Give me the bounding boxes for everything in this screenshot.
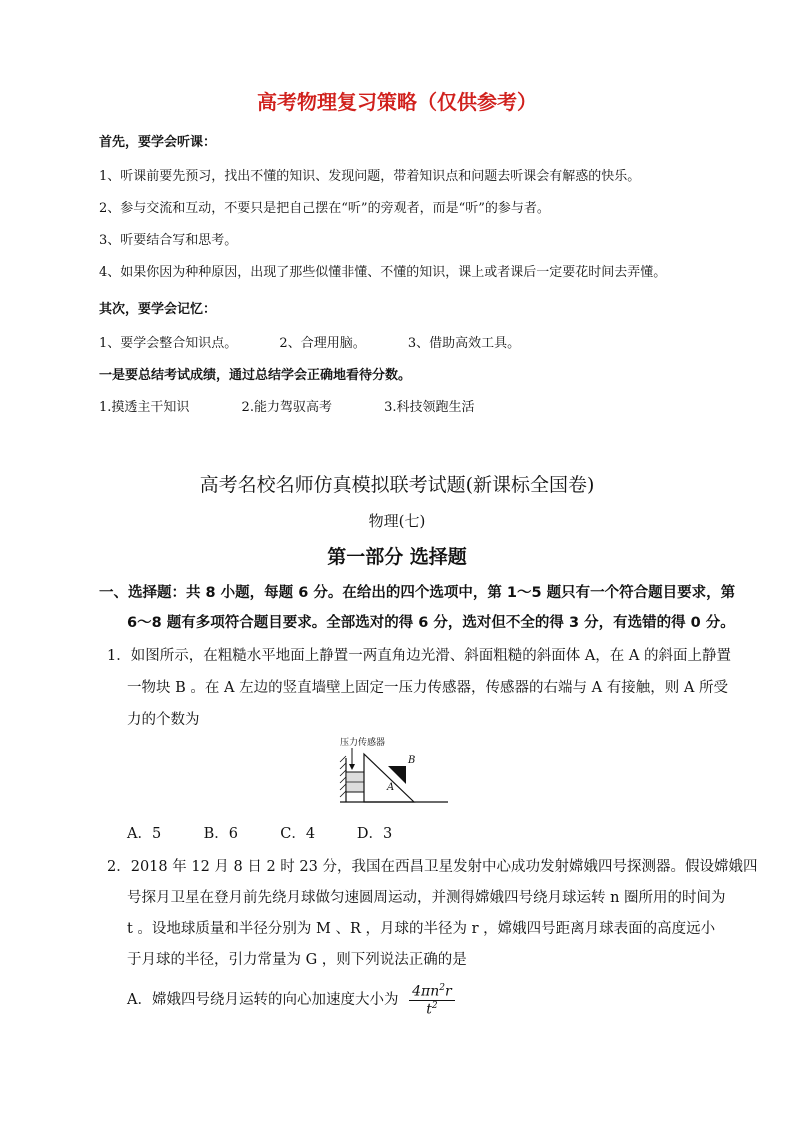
option-c: C．4 [280, 826, 316, 842]
label-a: A [387, 782, 395, 793]
section2-heading: 其次，要学会记忆： [99, 302, 217, 317]
q2-line4: 于月球的半径，引力常量为 G ，则下列说法正确的是 [127, 952, 467, 968]
q2-line1: 2．2018 年 12 月 8 日 2 时 23 分，我国在西昌卫星发射中心成功发射嫦娥四号探测器。假设嫦娥四 [107, 859, 758, 875]
q1-options [127, 822, 429, 843]
q1-figure [330, 736, 455, 806]
q2-line2: 号探月卫星在登月前先绕月球做匀速圆周运动，并测得嫦娥四号绕月球运转 n 圈所用的时间为 [127, 890, 726, 906]
wall-hatch [340, 791, 346, 797]
section1-item: 4、如果你因为种种原因，出现了那些似懂非懂、不懂的知识，课上或者课后一定要花时间去弄懂。 [99, 265, 667, 280]
section2-item: 1、要学会整合知识点。 [99, 336, 238, 351]
section1-item: 3、听要结合写和思考。 [99, 233, 238, 248]
wall-hatch [340, 777, 346, 783]
section2-item: 3、借助高效工具。 [407, 336, 521, 351]
option-b: B．6 [203, 826, 238, 842]
q2-option-a-text: A．嫦娥四号绕月运转的向心加速度大小为 [127, 992, 399, 1009]
section1-item: 2、参与交流和互动，不要只是把自己摆在“听”的旁观者，而是“听”的参与者。 [99, 201, 550, 216]
q2-line3: t 。设地球质量和半径分别为 M 、R ，月球的半径为 r ，嫦娥四号距离月球表面的高度远小 [127, 921, 716, 937]
tip-item: 2.能力驾驭高考 [241, 400, 332, 415]
incline-a [364, 754, 414, 802]
tip-item: 3.科技领跑生活 [384, 400, 475, 415]
formula-numerator: $4\pi n^2r$ [409, 983, 455, 1001]
section1-item: 1、听课前要先预习，找出不懂的知识、发现问题，带着知识点和问题去听课会有解惑的快乐。 [99, 169, 641, 184]
wall-hatch [340, 784, 346, 790]
instructions-line2: 6～8 题有多项符合题目要求。全部选对的得 6 分，选对但不全的得 3 分，有选错的得 0 分。 [127, 615, 735, 631]
section2-item: 2、合理用脑。 [279, 336, 366, 351]
q2-option-a [127, 983, 455, 1017]
instructions-line1: 一、选择题：共 8 小题，每题 6 分。在给出的四个选项中，第 1～5 题只有一个符合题目要求，第 [99, 585, 736, 601]
formula-denominator: $t^2$ [426, 1000, 438, 1018]
wall-hatch [340, 770, 346, 776]
section2-items [99, 332, 520, 351]
section2-tips [99, 396, 475, 415]
formula [409, 983, 455, 1017]
pointer-arrow [349, 764, 355, 770]
wall-hatch [340, 756, 346, 762]
q1-line2: 一物块 B 。在 A 左边的竖直墙壁上固定一压力传感器，传感器的右端与 A 有接触，则 A 所受 [127, 680, 728, 696]
page-title: 高考物理复习策略（仅供参考） [257, 90, 537, 114]
wall-hatch [340, 763, 346, 769]
section2-summary: 一是要总结考试成绩，通过总结学会正确地看待分数。 [99, 368, 412, 383]
q1-line3: 力的个数为 [127, 712, 200, 728]
tip-item: 1.摸透主干知识 [99, 400, 190, 415]
option-d: D．3 [356, 826, 393, 842]
exam-subject: 物理(七) [368, 512, 426, 530]
exam-title: 高考名校名师仿真模拟联考试题(新课标全国卷) [199, 474, 595, 496]
section1-heading: 首先，要学会听课： [99, 135, 217, 150]
sensor-label: 压力传感器 [340, 738, 386, 748]
label-b: B [408, 755, 416, 766]
q1-line1: 1．如图所示，在粗糙水平地面上静置一两直角边光滑、斜面粗糙的斜面体 A，在 A 的斜面上静置 [107, 648, 731, 664]
option-a: A．5 [127, 826, 162, 842]
exam-part: 第一部分 选择题 [327, 546, 467, 568]
